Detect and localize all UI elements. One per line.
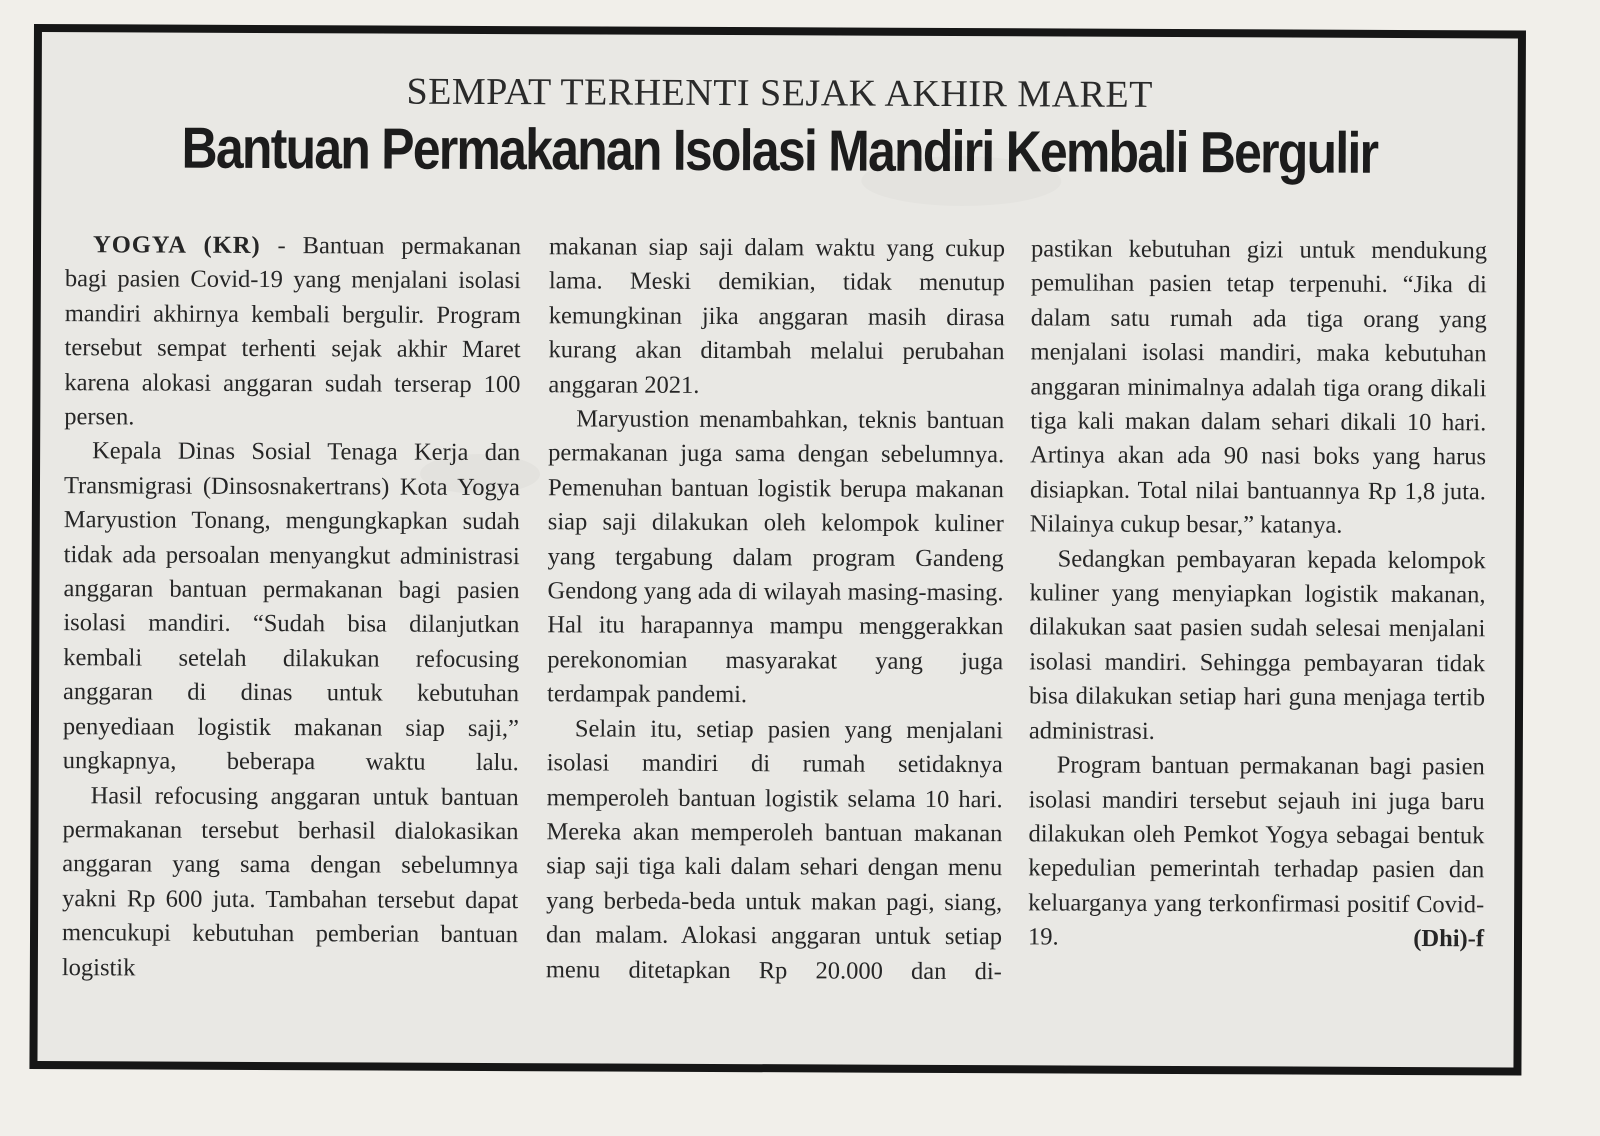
paragraph: Kepala Dinas Sosial Tenaga Kerja dan Transmigrasi (Dinsosnakertrans) Kota Yogya Maryustion Tonang, mengungkapkan sudah tidak ada persoalan menyangkut administrasi anggaran bantuan permakanan bagi pasien isolasi mandiri. “Sudah bisa dilanjutkan kembali setelah dilakukan refocusing anggaran di dinas untuk kebutuhan penyediaan logistik makanan siap saji,” ungkapnya, beberapa waktu lalu. [62, 437, 521, 777]
paragraph: makanan siap saji dalam waktu yang cukup lama. Meski demikian, tidak menutup kemungkinan jika anggaran masih dirasa kurang akan ditambah melalui perubahan anggaran 2021. [548, 233, 1006, 399]
paragraph: pastikan kebutuhan gizi untuk mendukung pemulihan pasien tetap terpenuhi. “Jika di dalam satu rumah ada tiga orang yang menjalani isolasi mandiri, maka kebutuhan anggaran minimalnya adalah tiga orang dikali tiga kali makan dalam sehari dikali 10 hari. Artinya akan ada 90 nasi boks yang harus disiapkan. Total nilai bantuannya Rp 1,8 juta. Nilainya cukup besar,” katanya. [1029, 235, 1488, 539]
article-frame [29, 24, 1526, 1076]
column-3 [1028, 232, 1487, 957]
author-signoff: (Dhi)-f [1413, 925, 1485, 953]
paragraph: Hasil refocusing anggaran untuk bantuan permakanan tersebut berhasil dialokasikan anggaran yang sama dengan sebelumnya yakni Rp 600 juta. Tambahan tersebut dapat mencukupi kebutuhan pemberian bantuan logistik [61, 781, 519, 981]
article-headline: Bantuan Permakanan Isolasi Mandiri Kembali Bergulir [181, 115, 1378, 186]
paragraph [64, 228, 521, 436]
paragraph-text: Program bantuan permakanan bagi pasien isolasi mandiri tersebut sejauh ini juga baru dilakukan oleh Pemkot Yogya sebagai bentuk kepedulian pemerintah terhadap pasien dan keluarganya yang terkonfirmasi positif Covid-19. [1027, 751, 1485, 951]
dateline: YOGYA (KR) [92, 231, 261, 259]
column-1 [62, 228, 521, 987]
article-body [37, 32, 1517, 1067]
paragraph: Maryustion menambahkan, teknis bantuan permakanan juga sama dengan sebelumnya. Pemenuhan bantuan logistik berupa makanan siap saji dilakukan oleh kelompok kuliner yang tergabung dalam program Gandeng Gendong yang ada di wilayah masing-masing. Hal itu harapannya mampu menggerakkan perekonomian masyarakat yang juga terdampak pandemi. [547, 405, 1005, 709]
paragraph [1028, 748, 1485, 956]
paragraph: Selain itu, setiap pasien yang menjalani isolasi mandiri di rumah setidaknya memperoleh bantuan logistik selama 10 hari. Mereka akan memperoleh bantuan makanan siap saji tiga kali dalam sehari dengan menu yang berbeda-beda untuk makan pagi, siang, dan malam. Alokasi anggaran untuk setiap menu ditetapkan Rp 20.000 dan di- [545, 715, 1003, 985]
paragraph-text: - Bantuan permakanan bagi pasien Covid-19 yang menjalani isolasi mandiri akhirnya kembali bergulir. Program tersebut sempat terhenti sejak akhir Maret karena alokasi anggaran sudah terserap 100 persen. [64, 231, 522, 431]
column-2 [546, 230, 1005, 989]
article-kicker: SEMPAT TERHENTI SEJAK AKHIR MARET [406, 70, 1153, 116]
paragraph: Sedangkan pembayaran kepada kelompok kuliner yang menyiapkan logistik makanan, dilakukan saat pasien sudah selesai menjalani isolasi mandiri. Sehingga pembayaran tidak bisa dilakukan setiap hari guna menjaga tertib administrasi. [1028, 545, 1486, 745]
